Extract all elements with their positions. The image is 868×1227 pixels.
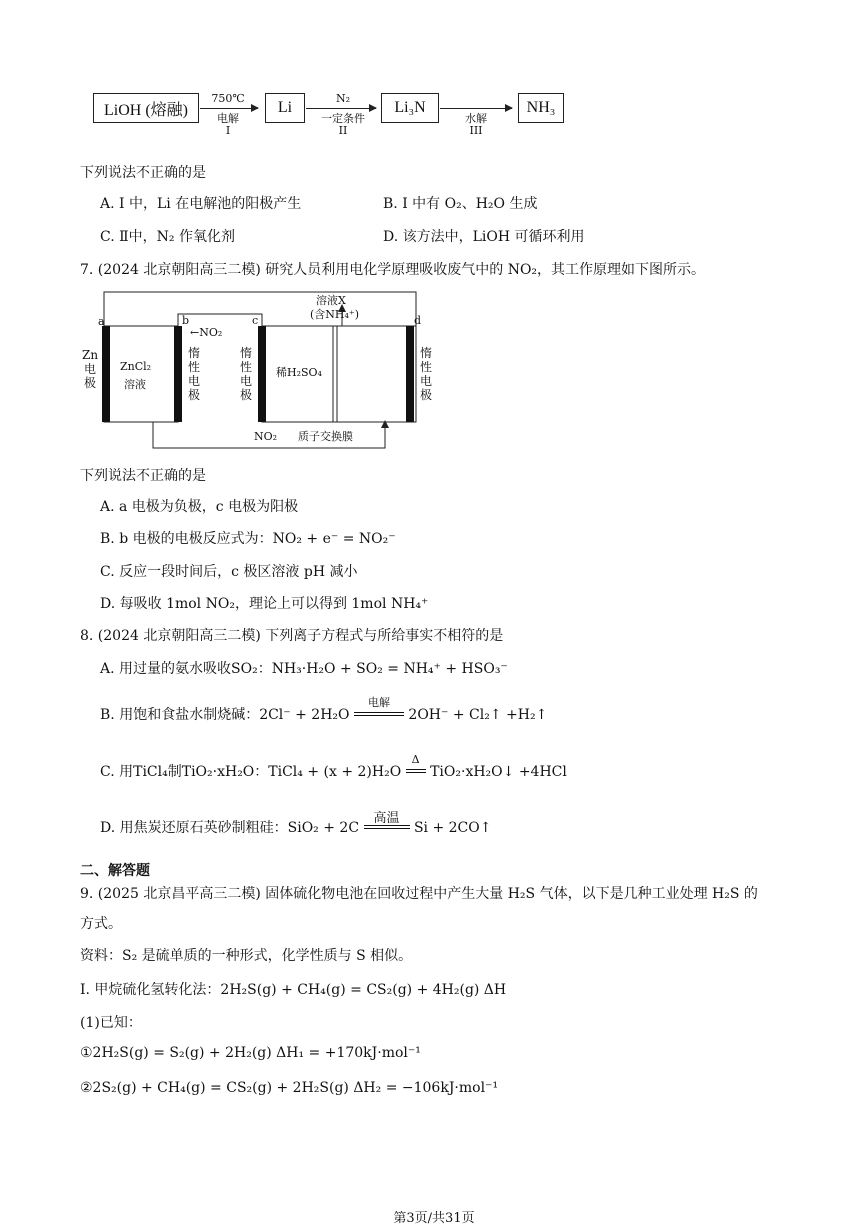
flow-box-li: Li [265,93,305,123]
q8-b-pre: B. 用饱和食盐水制烧碱：2Cl⁻ + 2H₂O [100,707,350,723]
diagram-label-d: d [414,314,422,327]
diagram-zncl2-solution: 溶液 [124,378,146,391]
diagram-membrane: 质子交换膜 [298,430,353,443]
flow-arrow3-mid: 水解 [465,112,487,125]
q8-b-post: 2OH⁻ + Cl₂↑ +H₂↑ [408,707,548,723]
flow-box-li3n: Li₃N [381,93,439,123]
q8-option-b [100,696,548,724]
diagram-solution-x: 溶液X [316,294,346,307]
q8-title: 8. (2024 北京朝阳高三二模) 下列离子方程式与所给事实不相符的是 [80,628,504,644]
diagram-h2so4: 稀H₂SO₄ [276,366,322,379]
q7-stem: 下列说法不正确的是 [80,468,206,484]
flow-arrow1-top: 750℃ [211,92,245,105]
q7-option-d: D. 每吸收 1mol NO₂，理论上可以得到 1mol NH₄⁺ [100,596,429,612]
flow-arrow2-bot: II [338,124,348,137]
q7-option-b: B. b 电极的电极反应式为：NO₂ + e⁻ = NO₂⁻ [100,531,396,547]
flow-arrow2-top: N₂ [335,92,351,105]
q6-option-a: A. I 中，Li 在电解池的阳极产生 [100,196,302,212]
q9-part1: Ⅰ. 甲烷硫化氢转化法：2H₂S(g) + CH₄(g) = CS₂(g) + 4H₂(g) ΔH [80,982,507,998]
diagram-inert-c: 惰性电极 [239,346,252,402]
q8-d-post: Si + 2CO↑ [413,820,492,836]
flow-arrow2-mid: 一定条件 [321,112,365,125]
flow-arrow-1 [200,108,258,109]
q8-c-condition: Δ [411,753,420,766]
diagram-label-c: c [252,314,259,327]
q6-option-c: C. Ⅱ中，N₂ 作氧化剂 [100,229,235,245]
flow-arrow3-bot: III [469,124,483,137]
flow-arrow1-bot: I [225,124,231,137]
q8-option-c [100,753,567,781]
q7-option-a: A. a 电极为负极，c 电极为阳极 [100,499,299,515]
diagram-inert-d: 惰性电极 [419,346,432,402]
q6-option-b: B. I 中有 O₂、H₂O 生成 [383,196,538,212]
diagram-inert-b: 惰性电极 [187,346,200,402]
q9-line2: 方式。 [80,916,122,932]
q8-c-pre: C. 用TiCl₄制TiO₂·xH₂O：TiCl₄ + (x + 2)H₂O [100,764,402,780]
q7-option-c: C. 反应一段时间后，c 极区溶液 pH 减小 [100,564,358,580]
q6-option-d: D. 该方法中，LiOH 可循环利用 [383,229,585,245]
q9-eq1: ①2H₂S(g) = S₂(g) + 2H₂(g) ΔH₁ = +170kJ·mol⁻¹ [80,1045,421,1061]
diagram-label-a: a [98,315,105,328]
q8-option-a: A. 用过量的氨水吸收SO₂：NH₃·H₂O + SO₂ = NH₄⁺ + HSO₃⁻ [100,661,508,677]
diagram-solution-x-sub: (含NH₄⁺) [310,308,360,321]
flow-box-lioh: LiOH (熔融) [93,93,199,123]
q8-b-condition: 电解 [367,696,390,709]
page-footer: 第3页/共31页 [393,1211,475,1226]
q9-known: (1)已知： [80,1015,142,1031]
section-heading: 二、解答题 [80,863,150,879]
diagram-label-b: b [182,314,190,327]
q8-c-post: TiO₂·xH₂O↓ +4HCl [430,764,567,780]
q8-d-pre: D. 用焦炭还原石英砂制粗硅：SiO₂ + 2C [100,820,360,836]
q8-c-equals [406,769,426,773]
q9-eq2: ②2S₂(g) + CH₄(g) = CS₂(g) + 2H₂S(g) ΔH₂ = −106kJ·mol⁻¹ [80,1080,499,1096]
diagram-no2-in: ←NO₂ [190,326,223,339]
q9-line1: 9. (2025 北京昌平高三二模) 固体硫化物电池在回收过程中产生大量 H₂S 气体，以下是几种工业处理 H₂S 的 [80,886,758,902]
q8-b-equals [354,712,404,716]
q7-title: 7. (2024 北京朝阳高三二模) 研究人员利用电化学原理吸收废气中的 NO₂，其工作原理如下图所示。 [80,262,706,278]
q6-stem: 下列说法不正确的是 [80,165,206,181]
diagram-zncl2: ZnCl₂ [120,360,152,373]
flow-box-nh3: NH₃ [518,93,564,123]
q8-d-condition: 高温 [373,811,400,826]
flow-arrow1-mid: 电解 [217,112,239,125]
diagram-no2-bottom: NO₂ [254,430,278,443]
flow-arrow-2 [306,108,376,109]
q9-material: 资料：S₂ 是硫单质的一种形式，化学性质与 S 相似。 [80,948,413,964]
q8-option-d [100,811,492,837]
electrochem-diagram [80,290,440,450]
flow-arrow-3 [440,108,512,109]
diagram-zn-electrode: Zn电极 [82,348,99,390]
